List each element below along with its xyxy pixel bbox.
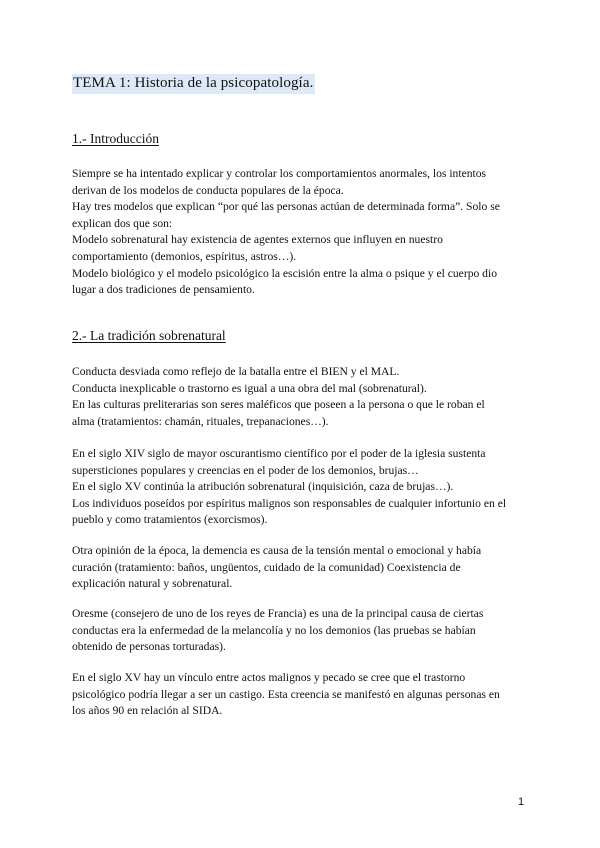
document-title: TEMA 1: Historia de la psicopatología. — [72, 74, 315, 94]
text-line: En las culturas preliterarias son seres maléficos que poseen a la persona o que le roban el — [72, 398, 485, 412]
paragraph-5 — [72, 670, 532, 720]
page-number: 1 — [518, 796, 525, 808]
text-line: curación (tratamiento: baños, ungüentos, cuidado de la comunidad) Coexistencia de — [72, 560, 461, 574]
text-line: explican dos que son: — [72, 216, 173, 230]
text-line: En el siglo XV continúa la atribución sobrenatural (inquisición, caza de brujas…). — [72, 480, 454, 494]
text-line: obtenido de personas torturadas). — [72, 640, 226, 654]
text-line: Otra opinión de la época, la demencia es causa de la tensión mental o emocional y había — [72, 544, 482, 557]
text-line: Modelo sobrenatural hay existencia de agentes externos que influyen en nuestro — [72, 233, 443, 247]
text-line: alma (tratamientos: chamán, rituales, trepanaciones…). — [72, 414, 329, 428]
paragraph-4 — [72, 606, 532, 656]
text-line: derivan de los modelos de conducta populares de la época. — [72, 183, 344, 197]
text-line: En el siglo XV hay un vínculo entre actos malignos y pecado se cree que el trastorno — [72, 671, 466, 684]
text-line: Oresme (consejero de uno de los reyes de Francia) es una de la principal causa de ciertas — [72, 607, 484, 620]
text-line: supersticiones populares y creencias en el poder de los demonios, brujas… — [72, 463, 419, 477]
text-line: explicación natural y sobrenatural. — [72, 577, 233, 591]
text-line: En el siglo XIV siglo de mayor oscurantismo científico por el poder de la iglesia sustenta — [72, 447, 486, 460]
text-line: Conducta inexplicable o trastorno es igual a una obra del mal (sobrenatural). — [72, 381, 427, 395]
text-line: Conducta desviada como reflejo de la batalla entre el BIEN y el MAL. — [72, 365, 400, 378]
text-line: conductas era la enfermedad de la melancolía y no los demonios (las pruebas se habían — [72, 623, 476, 637]
paragraph-3 — [72, 543, 532, 593]
section-heading-tradicion-sobrenatural: 2.- La tradición sobrenatural — [72, 328, 226, 343]
text-line: Hay tres modelos que explican “por qué las personas actúan de determinada forma”. Solo se — [72, 200, 500, 214]
text-line: Siempre se ha intentado explicar y controlar los comportamientos anormales, los intentos — [72, 167, 487, 180]
paragraph-2 — [72, 446, 532, 529]
text-line: pueblo y como tratamientos (exorcismos). — [72, 513, 268, 527]
text-line: Modelo biológico y el modelo psicológico la escisión entre la alma o psique y el cuerpo dio — [72, 266, 498, 280]
text-line: Los individuos poseídos por espíritus malignos son responsables de cualquier infortunio en el — [72, 496, 507, 510]
text-line: lugar a dos tradiciones de pensamiento. — [72, 283, 255, 297]
text-line: los años 90 en relación al SIDA. — [72, 704, 223, 718]
paragraph-1 — [72, 364, 532, 430]
text-line: psicológico podría llegar a ser un castigo. Esta creencia se manifestó en algunas personas en — [72, 687, 500, 701]
text-line: comportamiento (demonios, espíritus, astros…). — [72, 249, 297, 263]
section-introduccion-body — [72, 166, 532, 299]
section-heading-introduccion: 1.- Introducción — [72, 131, 159, 146]
